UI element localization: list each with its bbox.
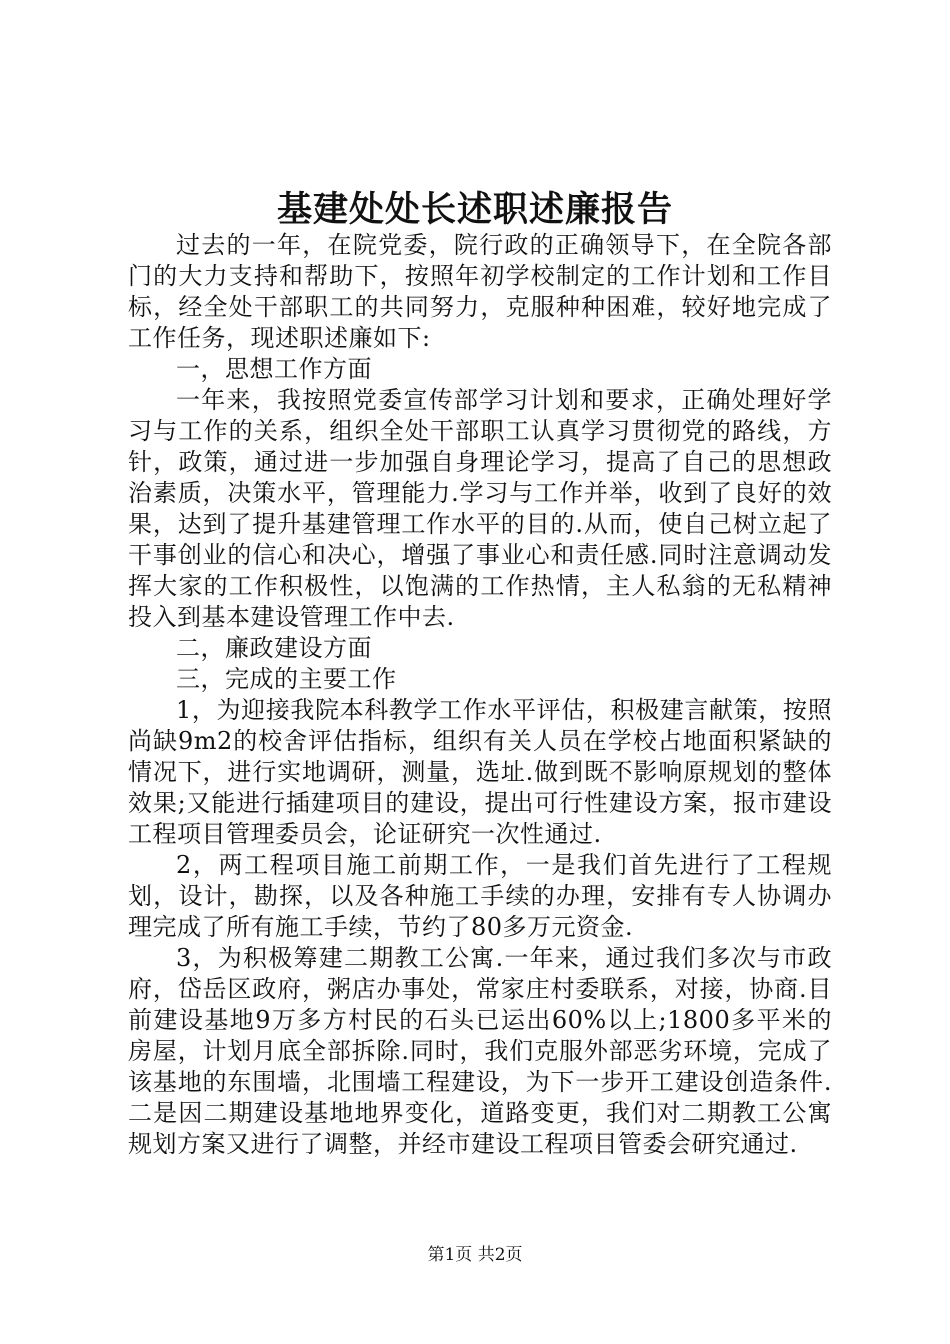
section-heading-ideology: 一，思想工作方面 <box>176 355 372 383</box>
paragraph-work-item-1: 1，为迎接我院本科教学工作水平评估，积极建言献策，按照尚缺9m2的校舍评估指标，组织有关人员在学校占地面积紧缺的情况下，进行实地调研，测量，选址.做到既不影响原规划的整体效果;又能进行插建项目的建设，提出可行性建设方案，报市建设工程项目管理委员会，论证研究一次性通过. <box>128 696 832 848</box>
section-heading-integrity: 二，廉政建设方面 <box>176 634 372 662</box>
paragraph-work-item-2: 2，两工程项目施工前期工作，一是我们首先进行了工程规划，设计，勘探，以及各种施工手续的办理，安排有专人协调办理完成了所有施工手续，节约了80多万元资金. <box>128 851 832 941</box>
paragraph-intro: 过去的一年，在院党委，院行政的正确领导下，在全院各部门的大力支持和帮助下，按照年初学校制定的工作计划和工作目标，经全处干部职工的共同努力，克服种种困难，较好地完成了工作任务，现述职述廉如下: <box>128 231 832 352</box>
page-number-footer: 第1页 共2页 <box>427 1245 523 1265</box>
paragraph-ideology: 一年来，我按照党委宣传部学习计划和要求，正确处理好学习与工作的关系，组织全处干部职工认真学习贯彻党的路线，方针，政策，通过进一步加强自身理论学习，提高了自己的思想政治素质，决策水平，管理能力.学习与工作并举，收到了良好的效果，达到了提升基建管理工作水平的目的.从而，使自己树立起了干事创业的信心和决心，增强了事业心和责任感.同时注意调动发挥大家的工作积极性，以饱满的工作热情，主人私翁的无私精神投入到基本建设管理工作中去. <box>128 386 832 631</box>
paragraph-work-item-3: 3，为积极筹建二期教工公寓.一年来，通过我们多次与市政府，岱岳区政府，粥店办事处，常家庄村委联系，对接，协商.目前建设基地9万多方村民的石头已运出60%以上;1800多平米的房屋，计划月底全部拆除.同时，我们克服外部恶劣环境，完成了该基地的东围墙，北围墙工程建设，为下一步开工建设创造条件.二是因二期建设基地地界变化，道路变更，我们对二期教工公寓规划方案又进行了调整，并经市建设工程项目管委会研究通过. <box>128 944 832 1158</box>
section-heading-main-work: 三，完成的主要工作 <box>176 665 397 693</box>
document-body <box>128 230 832 1160</box>
document-title: 基建处处长述职述廉报告 <box>276 189 673 230</box>
